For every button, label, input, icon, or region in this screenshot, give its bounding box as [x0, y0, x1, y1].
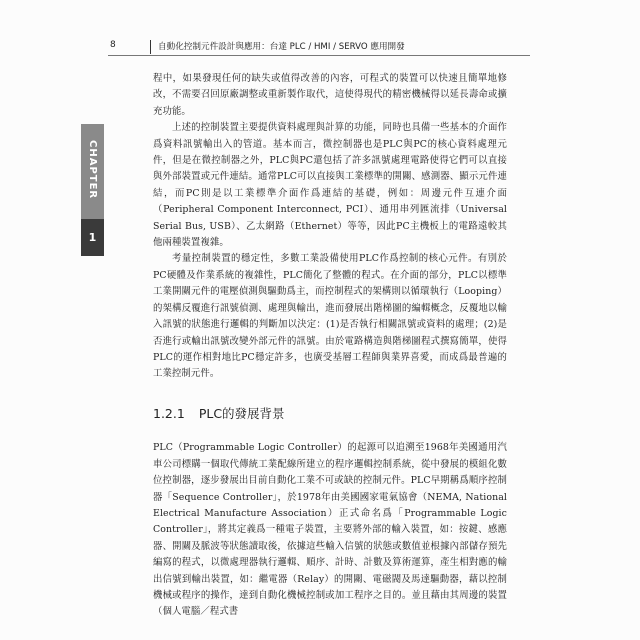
section-title: PLC的發展背景 — [198, 406, 285, 421]
section-body — [153, 431, 507, 630]
body-text — [153, 71, 507, 383]
page-number: 8 — [110, 40, 116, 50]
paragraph: PLC（Programmable Logic Controller）的起源可以追溯至1968年美國通用汽車公司標購一個取代傳統工業配線所建立的程序邏輯控制系統，從中發展的模組化數位控制器，逐步發展出目前自動化工業不可或缺的控制元件。PLC早期稱爲順序控制器「Sequence Controller」，於1978年由美國國家電氣協會（NEMA, National Electrical Manufacture Association）正式命名爲「Programmable Logic Controller」，將其定義爲一種電子裝置，主要將外部的輸入裝置，如：按鍵、感應器、開關及脈波等狀態讀取後，依據這些輸入信號的狀態或數值並根據內部儲存預先編寫的程式，以微處理器執行邏輯、順序、計時、計數及算術運算，產生相對應的輸出信號到輸出裝置，如：繼電器（Relay）的開關、電磁閥及馬達驅動器，藉以控制機械或程序的操作，達到自動化機械控制或加工程序之目的。並且藉由其周邊的裝置（個人電腦／程式書 — [153, 442, 507, 618]
header-divider — [150, 40, 151, 54]
chapter-tab-label: CHAPTER — [87, 140, 98, 200]
chapter-tab-number: 1 — [81, 219, 104, 256]
paragraph: 考量控制裝置的穩定性，多數工業設備使用PLC作爲控制的核心元件。有別於PC硬體及作業系統的複雜性，PLC簡化了整體的程式。在介面的部分，PLC以標準工業開關元件的電壓偵測與驅動爲主，而控制程式的架構則以循環執行（Looping）的架構反覆進行訊號偵測、處理與輸出，進而發展出階梯圖的編輯概念，反覆地以輸入訊號的狀態進行邏輯的判斷加以決定：(1)是否執行相關訊號或資料的處理；(2)是否進行或輸出訊號改變外部元件的訊號。由於電路構造與階梯圖程式撰寫簡單，使得PLC的運作相對地比PC穩定許多，也廣受基層工程師與業界喜愛，而成爲最普遍的工業控制元件。 — [153, 253, 507, 380]
running-head: 自動化控制元件設計與應用：台達 PLC / HMI / SERVO 應用開發 — [158, 42, 405, 52]
paragraph: 程中，如果發現任何的缺失或值得改善的內容，可程式的裝置可以快速且簡單地修改，不需要召回原廠調整或重新製作取代，這使得現代的精密機械得以延長壽命或擴充功能。 — [153, 73, 507, 117]
chapter-tab — [81, 124, 104, 256]
section-number: 1.2.1 — [153, 406, 185, 421]
section-heading — [153, 404, 285, 422]
header-rule — [108, 55, 530, 56]
paragraph: 上述的控制裝置主要提供資料處理與計算的功能，同時也具備一些基本的介面作爲資料訊號輸出入的管道。基本而言，微控制器也是PLC與PC的核心資料處理元件，但是在微控制器之外，PLC與PC還包括了許多訊號處理電路使得它們可以直接與外部裝置或元件連結。通常PLC可以直接與工業標準的開關、感測器、顯示元件連結，而PC則是以工業標準介面作爲連結的基礎，例如：周邊元件互連介面（Peripheral Component Interconnect, PCI）、通用串列匯流排（Universal Serial Bus, USB）、乙太網路（Ethernet）等等，因此PC主機板上的電路遠較其他兩種裝置複雜。 — [153, 122, 507, 249]
